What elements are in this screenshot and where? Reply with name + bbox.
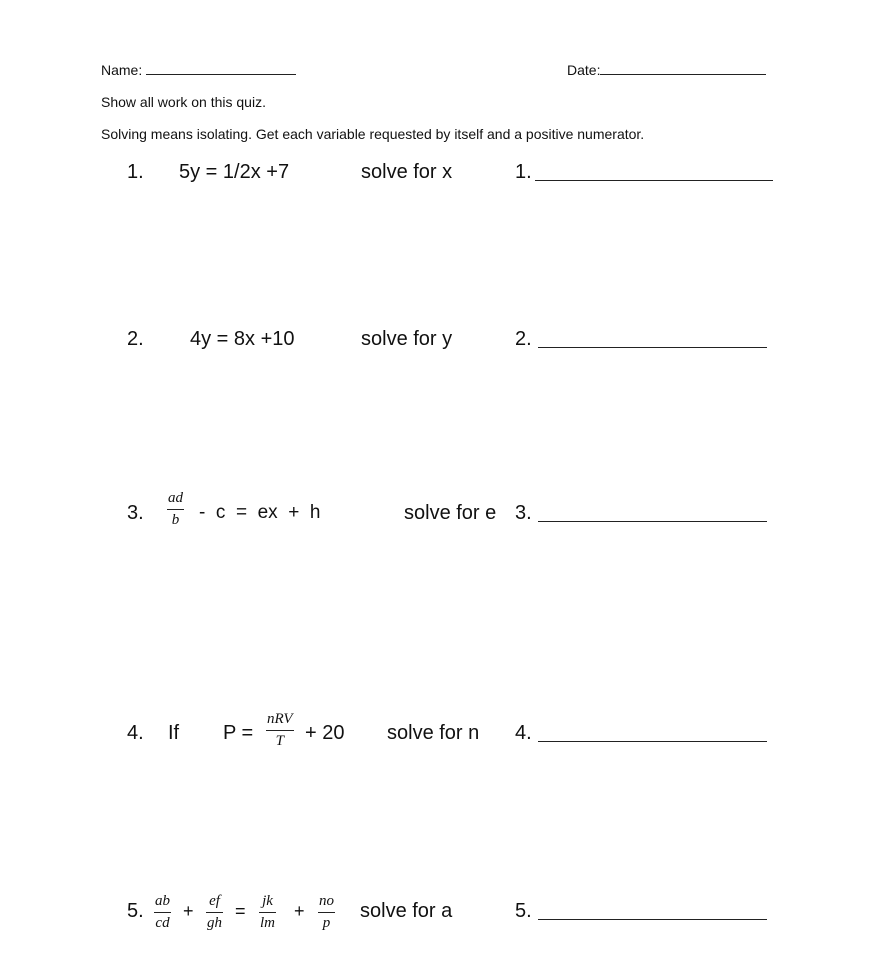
- name-blank[interactable]: [146, 73, 296, 75]
- answer-blank[interactable]: [535, 180, 773, 181]
- fraction-jk-over-lm: [259, 893, 276, 932]
- problem-equation-rest: + 20: [305, 722, 345, 744]
- problem-task: solve for x: [361, 161, 453, 183]
- fraction-numerator: ef: [209, 893, 220, 909]
- answer-blank[interactable]: [538, 521, 767, 522]
- fraction-bar: [318, 912, 335, 913]
- fraction-no-over-p: [318, 893, 335, 932]
- fraction-denominator: b: [171, 512, 180, 528]
- problem-task: solve for e: [404, 502, 497, 524]
- fraction-numerator: jk: [262, 893, 273, 909]
- problem-lhs: P =: [223, 722, 254, 744]
- problem-number: 1.: [127, 161, 144, 183]
- answer-blank[interactable]: [538, 919, 767, 920]
- name-field: [101, 62, 296, 78]
- instruction-solving: Solving means isolating. Get each variable requested by itself and a positive numerator.: [101, 126, 645, 142]
- date-blank[interactable]: [600, 73, 766, 75]
- fraction-bar: [206, 912, 223, 913]
- date-field: [567, 62, 766, 78]
- problem-equation: 5y = 1/2x +7: [179, 161, 290, 183]
- problem-task: solve for n: [387, 722, 480, 744]
- problem-task: solve for y: [361, 328, 453, 350]
- problem-number: 4.: [127, 722, 144, 744]
- problem-number: 3.: [127, 502, 144, 524]
- fraction-denominator: lm: [260, 915, 275, 931]
- instruction-show-work: Show all work on this quiz.: [101, 94, 266, 110]
- fraction-numerator: ad: [168, 490, 183, 506]
- fraction-denominator: T: [275, 733, 284, 749]
- fraction-numerator: ab: [155, 893, 170, 909]
- fraction-numerator: no: [319, 893, 334, 909]
- answer-label: 5.: [515, 900, 532, 922]
- answer-blank[interactable]: [538, 741, 767, 742]
- date-label: Date:: [567, 62, 601, 78]
- answer-label: 2.: [515, 328, 532, 350]
- problem-equation-rest: - c = ex + h: [199, 502, 321, 523]
- problem-task: solve for a: [360, 900, 453, 922]
- fraction-bar: [167, 509, 184, 510]
- fraction-ab-over-cd: [154, 893, 171, 932]
- operator-plus: +: [294, 901, 305, 921]
- fraction-denominator: p: [322, 915, 331, 931]
- answer-label: 4.: [515, 722, 532, 744]
- fraction-denominator: cd: [155, 915, 170, 931]
- fraction-bar: [259, 912, 276, 913]
- problem-prefix: If: [168, 722, 180, 744]
- problem-number: 5.: [127, 900, 144, 922]
- fraction-ef-over-gh: [206, 893, 223, 932]
- answer-blank[interactable]: [538, 347, 767, 348]
- fraction-ad-over-b: [167, 490, 184, 529]
- fraction-bar: [154, 912, 171, 913]
- fraction-numerator: nRV: [267, 711, 293, 727]
- problem-number: 2.: [127, 328, 144, 350]
- fraction-nrv-over-t: [266, 711, 294, 750]
- operator-plus: +: [183, 901, 194, 921]
- fraction-bar: [266, 730, 294, 731]
- name-label: Name:: [101, 62, 143, 78]
- fraction-denominator: gh: [207, 915, 222, 931]
- answer-label: 1.: [515, 161, 532, 183]
- answer-label: 3.: [515, 502, 532, 524]
- operator-equals: =: [235, 901, 246, 921]
- problem-equation: 4y = 8x +10: [190, 328, 295, 350]
